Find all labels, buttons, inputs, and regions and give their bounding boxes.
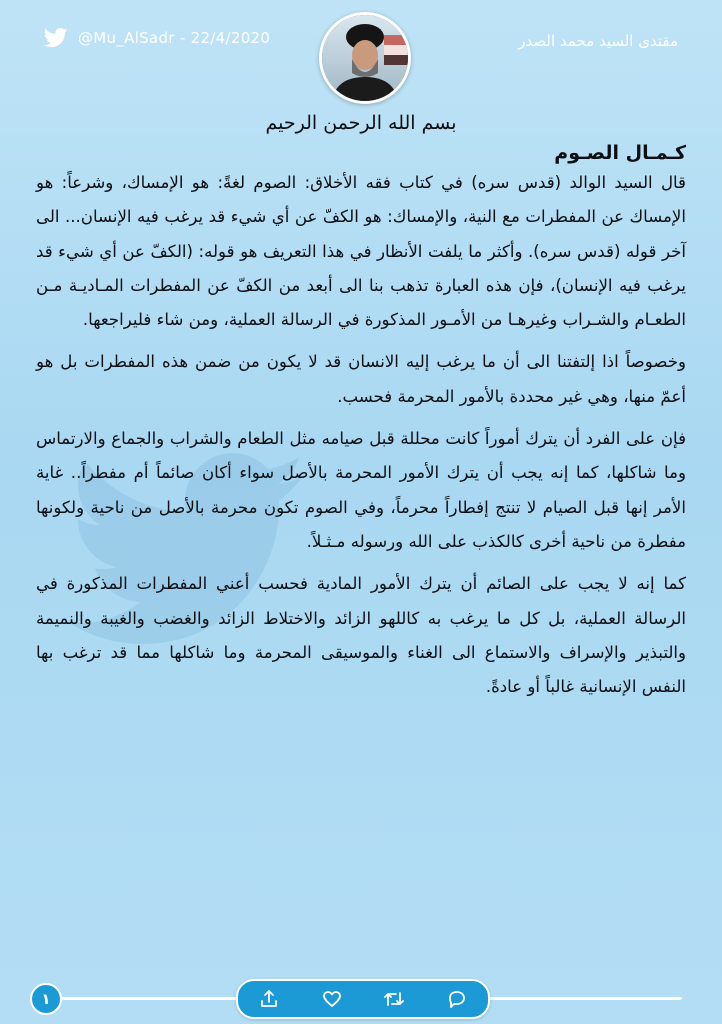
twitter-handle-date[interactable]: @Mu_AlSadr - 22/4/2020 — [78, 29, 271, 47]
author-name[interactable]: مقتدى السيد محمد الصدر — [518, 32, 678, 50]
paragraph-1: قال السيد الوالد (قدس سره) في كتاب فقه الأخلاق: الصوم لغةً: هو الإمساك، وشرعاً: هو الإمساك عن المفطرات مع النية، والإمساك: هو الكفّ عن أي شيء قد يرغب فيه الإنسان... الى آخر قوله (قدس سره). وأكثر ما يلفت الأنظار في هذا التعريف هو قوله: (الكفّ عن أي شيء قد يرغب فيه الإنسان)، فإن هذه العبارة تذهب بنا الى أبعد من الكفّ عن المفطرات المـاديـة مـن الطعـام والشـراب وغيرهـا من الأمـور المذكورة في الرسالة العملية، ومن شاء فليراجعها. — [36, 173, 686, 330]
tweet-actions-bar — [236, 979, 490, 1019]
profile-avatar[interactable] — [319, 12, 411, 104]
reply-button[interactable] — [444, 986, 470, 1012]
page-number-badge: ١ — [30, 983, 62, 1015]
paragraph-2: وخصوصاً اذا إلتفتنا الى أن ما يرغب إليه الانسان قد لا يكون من ضمن هذه المفطرات بل هو أعمّ منها، وهي غير محددة بالأمور المحرمة فحسب. — [36, 352, 686, 406]
tweet-content — [36, 112, 686, 972]
retweet-button[interactable] — [381, 986, 407, 1012]
basmala-heading: بسم الله الرحمن الرحيم — [265, 112, 457, 134]
article-title: كـمـال الصـوم — [554, 142, 686, 164]
paragraph-4: كما إنه لا يجب على الصائم أن يترك الأمور المادية فحسب أعني المفطرات المذكورة في الرسالة العملية، بل كل ما يرغب به كاللهو الزائد والاختلاط الزائد والغضب والغيبة والنميمة والتبذير والإسراف والاستماع الى الغناء والموسيقى المحرمة وما شاكلها مما قد ترغب بها النفس الإنسانية غالباً أو عادةً. — [36, 574, 686, 697]
share-icon — [259, 989, 279, 1009]
reply-icon — [447, 989, 467, 1009]
tweet-header — [0, 0, 722, 110]
paragraph-3: فإن على الفرد أن يترك أموراً كانت محللة قبل صيامه مثل الطعام والشراب والجماع والارتماس وما شاكلها، كما إنه يجب أن يترك الأمور المحرمة بالأصل سواء أكان صائماً أم مفطراً.. غاية الأمر إنها قبل الصيام لا تنتج إفطاراً محرماً، وفي الصوم تكون محرمة بالأصل من ناحية ولكونها مفطرة من ناحية أخرى كالكذب على الله ورسوله مـثـلاً. — [36, 429, 686, 551]
person-portrait-icon — [322, 15, 408, 101]
tweet-footer — [0, 975, 722, 1024]
retweet-icon — [383, 989, 405, 1009]
handle-group — [44, 28, 270, 48]
like-icon — [322, 989, 342, 1009]
like-button[interactable] — [319, 986, 345, 1012]
share-button[interactable] — [256, 986, 282, 1012]
twitter-bird-icon — [44, 28, 68, 48]
